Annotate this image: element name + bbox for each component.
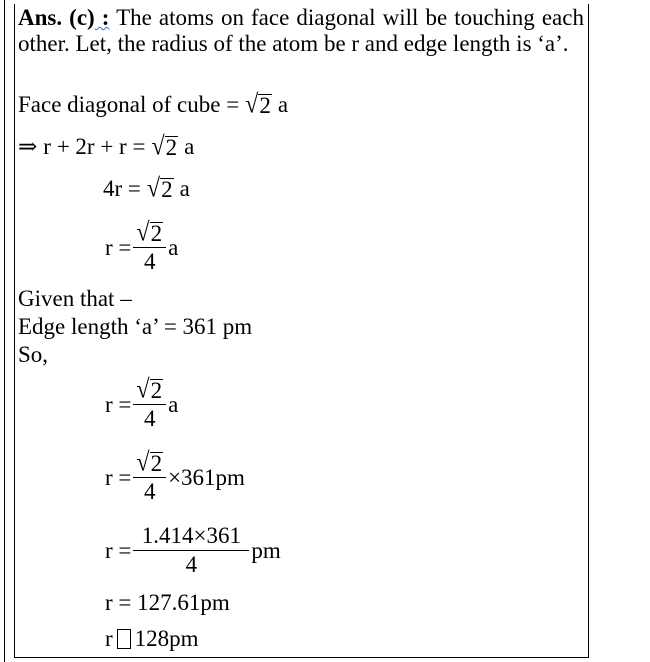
sqrt2-radical: √ 2 [151, 132, 178, 162]
intro-text: The atoms on face diagonal will be touching each other. Let, the radius of the atom be r and edge length is ‘a’. [18, 5, 584, 56]
fraction: √ 2 4 [133, 377, 166, 432]
edge-length-line: Edge length ‘a’ = 361 pm [18, 314, 253, 339]
implies-arrow: ⇒ [18, 134, 38, 159]
result-exact: r = 127.61pm [105, 590, 230, 615]
sqrt2-radical: √ 2 [245, 90, 271, 120]
four-r-equation: 4r = √ 2 a [103, 174, 190, 204]
sqrt2-radical: √ 2 [146, 174, 173, 204]
given-that-line: Given that – [18, 286, 132, 311]
r-numeric-equation: r = $\frac{1.414\times 361}{4}$ pm [105, 523, 281, 578]
fraction: $\frac{1.414\times 361}{4}$ [133, 523, 249, 578]
missing-glyph-box [117, 629, 131, 649]
left-border-line [4, 0, 5, 662]
answer-colon: : [94, 5, 110, 30]
r-fraction-equation-1: r = √ 2 4 a [105, 218, 179, 275]
fraction: √ 2 4 [133, 450, 166, 505]
answer-intro [18, 5, 584, 57]
r-fraction-equation-2: r = √ 2 4 a [105, 375, 179, 432]
so-line: So, [18, 342, 49, 367]
sum-equation: ⇒ r + 2r + r = √ 2 a [18, 132, 195, 162]
face-diagonal-equation: Face diagonal of cube = √ 2 a [18, 90, 289, 120]
fraction: √ 2 4 [133, 220, 166, 275]
answer-label: Ans. (c) [18, 5, 95, 30]
face-diagonal-label: Face diagonal of cube = [18, 92, 240, 117]
r-substitution-equation: r = √ 2 4 ×361pm [105, 448, 245, 505]
result-rounded: r 128pm [105, 626, 199, 651]
